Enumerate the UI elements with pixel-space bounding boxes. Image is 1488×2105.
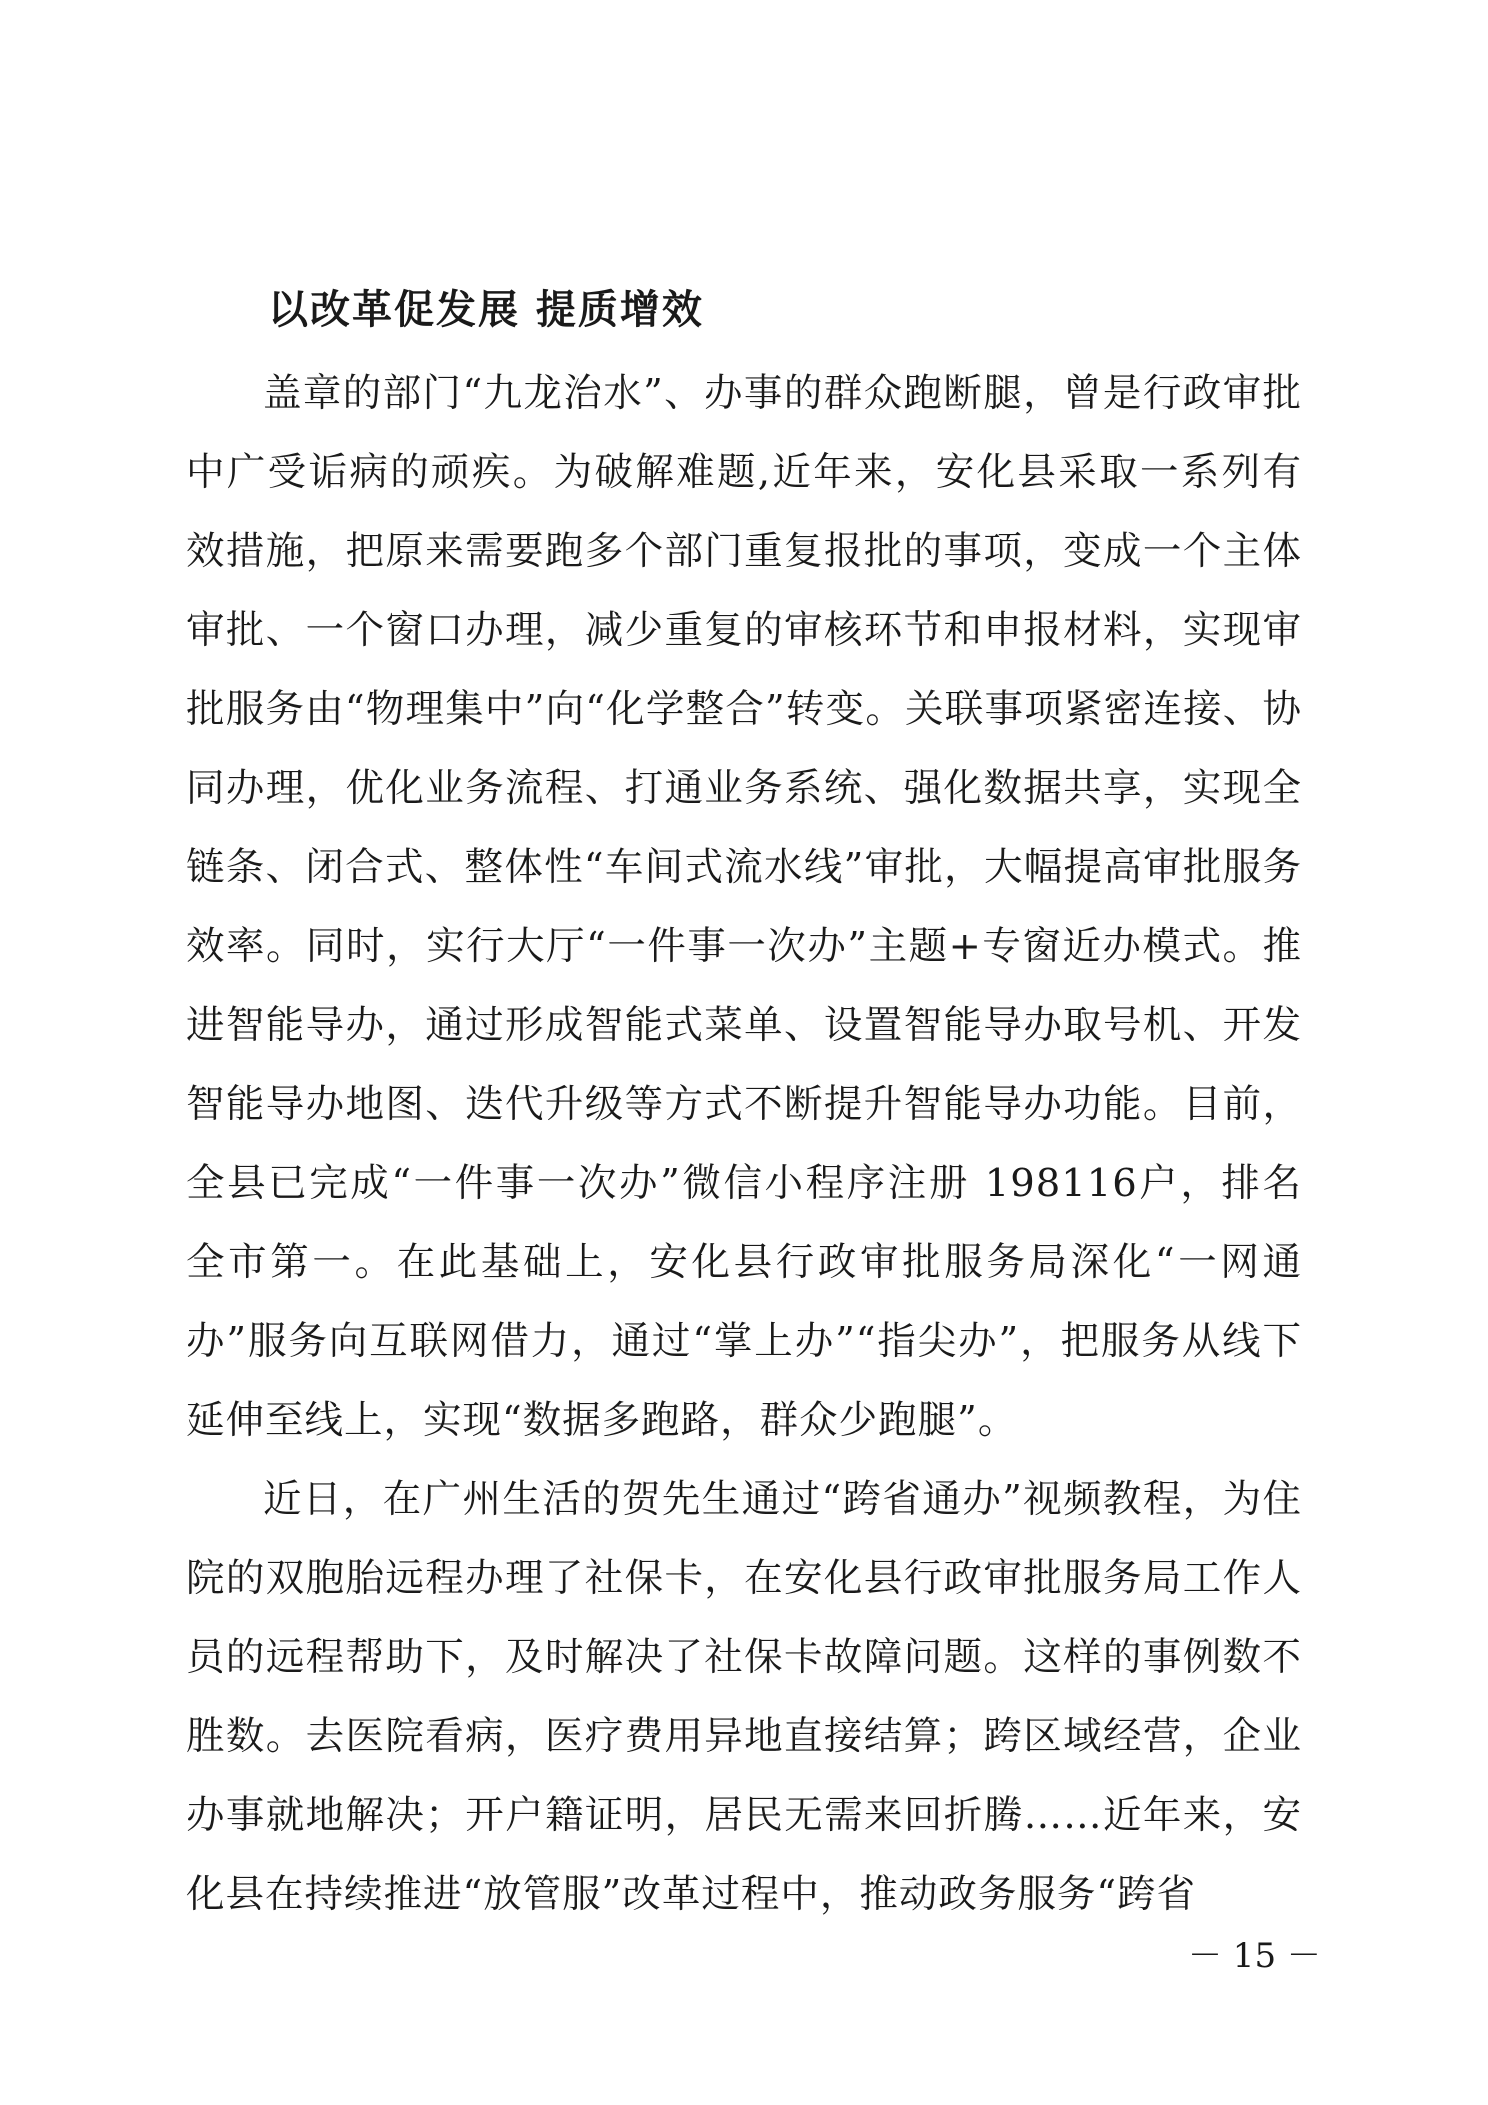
- paragraph-reform-measures: 盖章的部门“九龙治水”、办事的群众跑断腿，曾是行政审批中广受诟病的顽疾。为破解难题,近年来，安化县采取一系列有效措施，把原来需要跑多个部门重复报批的事项，变成一个主体审批、一个窗口办理，减少重复的审核环节和申报材料，实现审批服务由“物理集中”向“化学整合”转变。关联事项紧密连接、协同办理，优化业务流程、打通业务系统、强化数据共享，实现全链条、闭合式、整体性“车间式流水线”审批，大幅提高审批服务效率。同时，实行大厅“一件事一次办”主题+专窗近办模式。推进智能导办，通过形成智能式菜单、设置智能导办取号机、开发智能导办地图、迭代升级等方式不断提升智能导办功能。目前，全县已完成“一件事一次办”微信小程序注册 198116户，排名全市第一。在此基础上，安化县行政审批服务局深化“一网通办”服务向互联网借力，通过“掌上办”“指尖办”，把服务从线下延伸至线上，实现“数据多跑路，群众少跑腿”。: [186, 371, 1302, 1443]
- paragraph-cross-province-service: 近日，在广州生活的贺先生通过“跨省通办”视频教程，为住院的双胞胎远程办理了社保卡，在安化县行政审批服务局工作人员的远程帮助下，及时解决了社保卡故障问题。这样的事例数不胜数。去医院看病，医疗费用异地直接结算；跨区域经营，企业办事就地解决；开户籍证明，居民无需来回折腾……近年来，安化县在持续推进“放管服”改革过程中，推动政务服务“跨省: [186, 1477, 1302, 1917]
- body-text: [186, 354, 1302, 1934]
- section-heading: 以改革促发展 提质增效: [268, 287, 704, 333]
- page-number: － 15 －: [1188, 1936, 1321, 1976]
